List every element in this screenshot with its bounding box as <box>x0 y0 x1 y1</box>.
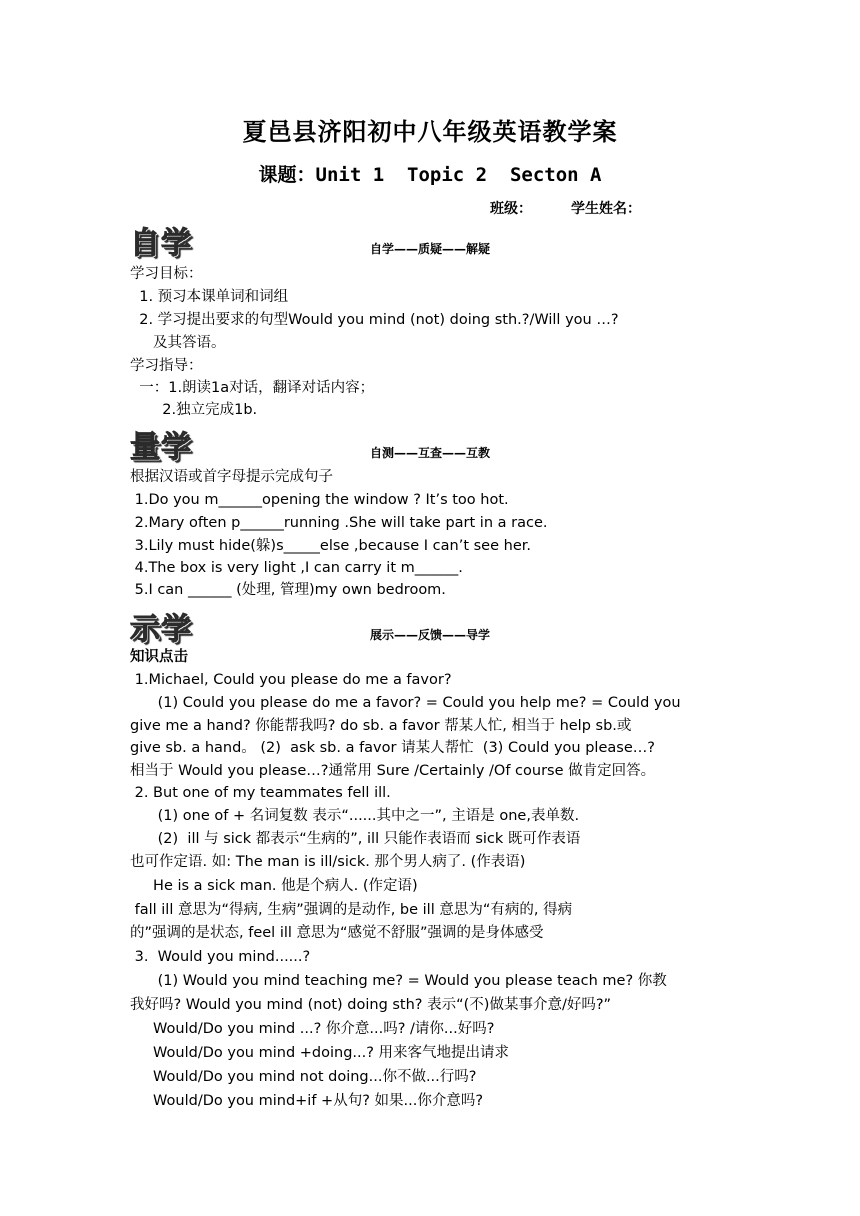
text-line: He is a sick man. 他是个病人. (作定语) <box>130 878 418 894</box>
text-line: 及其答语。 <box>130 335 226 351</box>
exercise-line: 1.Do you m______opening the window ? It’s too hot. <box>130 492 509 508</box>
text-line: give sb. a hand。 (2) ask sb. a favor 请某人帮忙 (3) Could you please…? <box>130 740 655 756</box>
section-heading-display: 展示——反馈——导学 <box>369 628 490 642</box>
text-line: (2) ill 与 sick 都表示“生病的”, ill 只能作表语而 sick 既可作表语 <box>130 831 581 847</box>
quantify-study-logo: 量学 <box>130 430 192 465</box>
text-line: Would/Do you mind ...? 你介意...吗? /请你...好吗? <box>130 1021 495 1037</box>
text-line: Would/Do you mind +doing...? 用来客气地提出请求 <box>130 1045 510 1061</box>
text-line: 2. 学习提出要求的句型Would you mind (not) doing sth.?/Will you …? <box>130 312 619 328</box>
text-line: 1.Michael, Could you please do me a favor? <box>130 672 452 688</box>
exercise-line: 4.The box is very light ,I can carry it m______. <box>130 560 463 576</box>
text-line: 2. But one of my teammates fell ill. <box>130 785 391 801</box>
text-line: (1) Could you please do me a favor? = Could you help me? = Could you <box>130 695 681 711</box>
knowledge-title: 知识点击 <box>130 649 188 665</box>
text-line: (1) Would you mind teaching me? = Would you please teach me? 你教 <box>130 973 667 989</box>
text-line: give me a hand? 你能帮我吗? do sb. a favor 帮某人忙, 相当于 help sb.或 <box>130 718 632 734</box>
text-line: 相当于 Would you please…?通常用 Sure /Certainly /Of course 做肯定回答。 <box>130 763 656 779</box>
text-line: 根据汉语或首字母提示完成句子 <box>130 469 333 485</box>
text-line: 我好吗? Would you mind (not) doing sth? 表示“(不)做某事介意/好吗?” <box>130 997 612 1013</box>
text-line: 的”强调的是状态, feel ill 意思为“感觉不舒服”强调的是身体感受 <box>130 925 544 941</box>
section-heading-self-study: 自学——质疑——解疑 <box>369 242 490 256</box>
text-line: 2.独立完成1b. <box>130 402 258 418</box>
text-line: 1. 预习本课单词和词组 <box>130 289 289 305</box>
text-line: (1) one of + 名词复数 表示“......其中之一”, 主语是 one,表单数. <box>130 808 580 824</box>
text-line: Would/Do you mind+if +从句? 如果...你介意吗? <box>130 1093 484 1109</box>
text-line: 也可作定语. 如: The man is ill/sick. 那个男人病了. (作表语) <box>130 854 526 870</box>
text-line: Would/Do you mind not doing...你不做...行吗? <box>130 1069 477 1085</box>
page-title: 夏邑县济阳初中八年级英语教学案 <box>242 117 618 146</box>
self-study-logo: 自学 <box>130 226 192 261</box>
text-line: 3. Would you mind......? <box>130 949 311 965</box>
text-line: 学习指导： <box>130 358 203 374</box>
exercise-line: 2.Mary often p______running .She will take part in a race. <box>130 515 548 531</box>
text-line: 学习目标： <box>130 266 203 282</box>
lesson-subject: 课题：Unit 1 Topic 2 Secton A <box>258 164 602 186</box>
text-line: 一：1.朗读1a对话，翻译对话内容； <box>130 380 375 396</box>
exercise-line: 5.I can ______ (处理, 管理)my own bedroom. <box>130 582 446 598</box>
class-student-name-line: 班级： 学生姓名： <box>490 201 641 217</box>
text-line: fall ill 意思为“得病, 生病”强调的是动作, be ill 意思为“有病的, 得病 <box>130 902 573 918</box>
section-heading-self-test: 自测——互查——互教 <box>369 446 490 460</box>
demonstrate-study-logo: 示学 <box>130 612 192 647</box>
exercise-line: 3.Lily must hide(躲)s_____else ,because I can’t see her. <box>130 538 531 554</box>
